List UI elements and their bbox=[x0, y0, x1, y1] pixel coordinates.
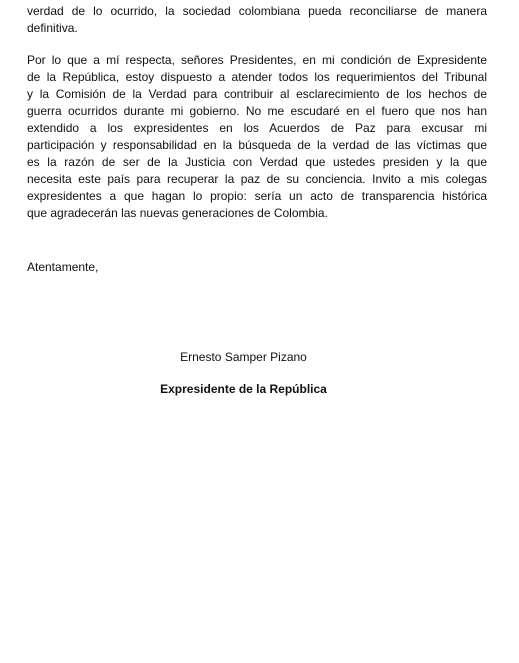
paragraph-line: participación y responsabilidad en la búsqueda de la verdad de las víctimas que bbox=[27, 138, 487, 152]
paragraph-line: guerra ocurridos durante mi gobierno. No me escudaré en el fuero que nos han bbox=[27, 104, 487, 118]
paragraph-line: de la República, estoy dispuesto a atender todos los requerimientos del Tribunal bbox=[27, 70, 487, 84]
paragraph-line: extendido a los expresidentes en los Acuerdos de Paz para excusar mi bbox=[27, 121, 487, 135]
paragraph-line: definitiva. bbox=[27, 21, 78, 35]
paragraph-line: verdad de lo ocurrido, la sociedad colombiana pueda reconciliarse de manera bbox=[27, 4, 487, 18]
paragraph-line: Por lo que a mí respecta, señores Presidentes, en mi condición de Expresidente bbox=[27, 53, 487, 67]
paragraph-line: es la razón de ser de la Justicia con Verdad que ustedes presiden y la que bbox=[27, 155, 487, 169]
paragraph-line: expresidentes a que hagan lo propio: sería un acto de transparencia histórica bbox=[27, 189, 487, 203]
signatory-title: Expresidente de la República bbox=[160, 382, 327, 396]
paragraph-line: necesita este país para recuperar la paz de su conciencia. Invito a mis colegas bbox=[27, 172, 487, 186]
paragraph-statement bbox=[27, 52, 487, 222]
paragraph-line: que agradecerán las nuevas generaciones de Colombia. bbox=[27, 206, 328, 220]
closing-salutation: Atentamente, bbox=[27, 260, 99, 274]
paragraph-continuation bbox=[27, 3, 487, 37]
paragraph-line: y la Comisión de la Verdad para contribuir al esclarecimiento de los hechos de bbox=[27, 87, 487, 101]
signatory-name: Ernesto Samper Pizano bbox=[180, 350, 307, 364]
